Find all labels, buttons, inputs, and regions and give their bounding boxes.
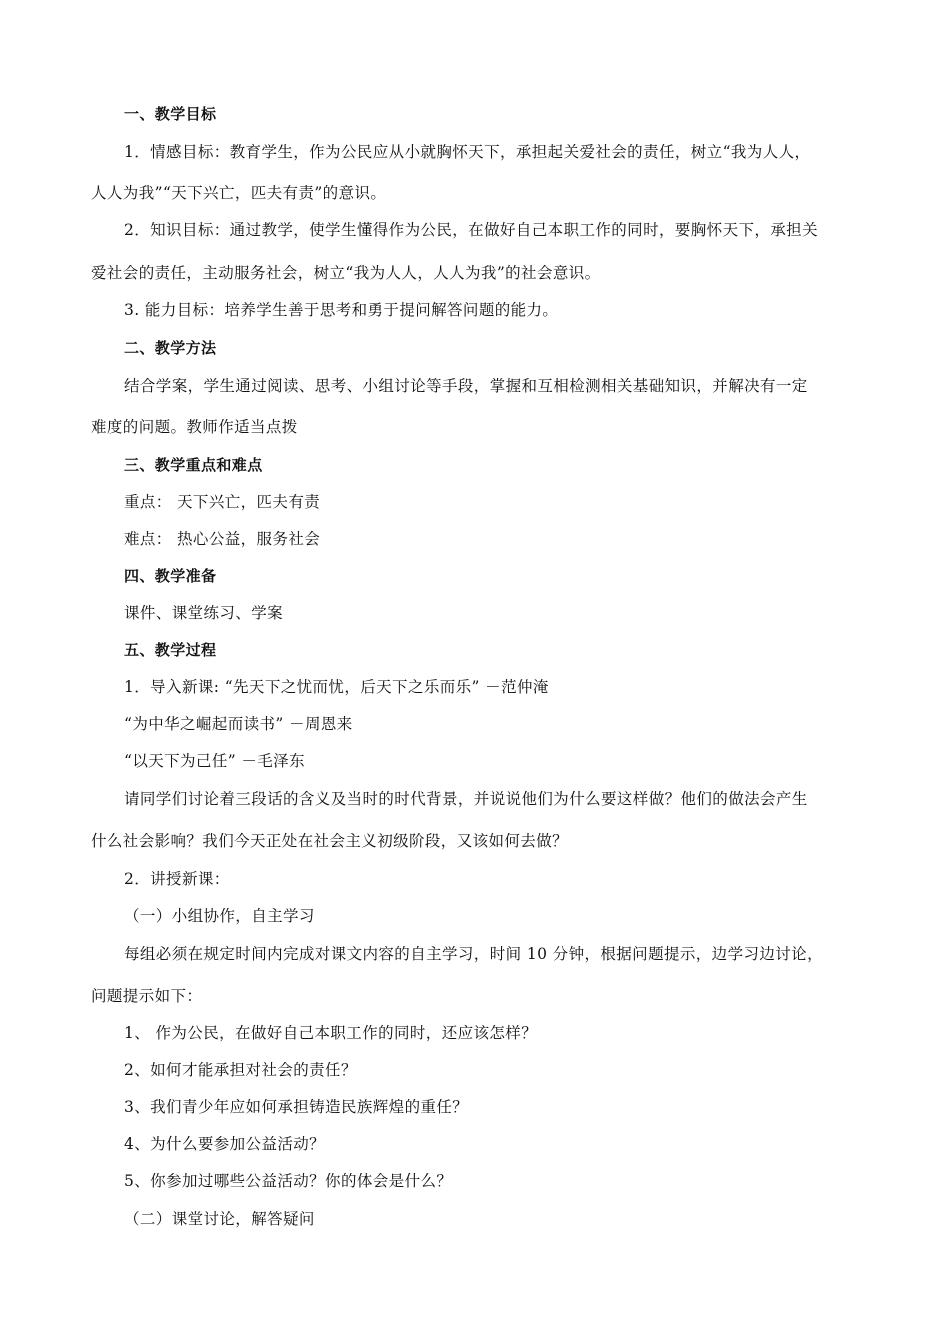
discuss-line1: 请同学们讨论着三段话的含义及当时的时代背景，并说说他们为什么要这样做？他们的做法会产生 <box>124 790 808 808</box>
task-line1: 每组必须在规定时间内完成对课文内容的自主学习，时间 10 分钟，根据问题提示，边学习边讨论， <box>124 945 823 963</box>
heading-key-difficult: 三、教学重点和难点 <box>124 456 263 474</box>
goal-emotion-line1: 1．情感目标：教育学生，作为公民应从小就胸怀天下，承担起关爱社会的责任，树立“我为人人， <box>124 143 811 161</box>
goal-knowledge-line2: 爱社会的责任，主动服务社会，树立“我为人人，人人为我”的社会意识。 <box>91 264 601 282</box>
goal-ability: 3. 能力目标：培养学生善于思考和勇于提问解答问题的能力。 <box>124 301 559 319</box>
heading-teaching-method: 二、教学方法 <box>124 339 217 357</box>
question-5: 5、你参加过哪些公益活动？你的体会是什么？ <box>124 1172 453 1190</box>
method-line1: 结合学案，学生通过阅读、思考、小组讨论等手段，掌握和互相检测相关基础知识，并解决有一定 <box>124 377 808 395</box>
method-line2: 难度的问题。教师作适当点拨 <box>91 418 298 436</box>
preparation-text: 课件、课堂练习、学案 <box>124 604 284 622</box>
task-line2: 问题提示如下： <box>91 987 203 1005</box>
teach-new-lesson: 2．讲授新课： <box>124 870 230 888</box>
question-4: 4、为什么要参加公益活动？ <box>124 1135 326 1153</box>
subheading-group-study: （一）小组协作，自主学习 <box>124 907 315 925</box>
quote-mao: “以天下为己任” －毛泽东 <box>124 752 305 770</box>
key-point: 重点： 天下兴亡，匹夫有责 <box>124 493 321 511</box>
goal-emotion-line2: 人人为我”“天下兴亡，匹夫有责”的意识。 <box>91 184 387 202</box>
quote-zhou: “为中华之崛起而读书” －周恩来 <box>124 715 353 733</box>
question-1: 1、 作为公民，在做好自己本职工作的同时，还应该怎样？ <box>124 1024 538 1042</box>
goal-knowledge-line1: 2．知识目标：通过教学，使学生懂得作为公民，在做好自己本职工作的同时，要胸怀天下，承担关 <box>124 221 818 239</box>
heading-teaching-process: 五、教学过程 <box>124 641 217 659</box>
discuss-line2: 什么社会影响？我们今天正处在社会主义初级阶段，又该如何去做？ <box>91 832 569 850</box>
question-2: 2、如何才能承担对社会的责任？ <box>124 1061 357 1079</box>
heading-preparation: 四、教学准备 <box>124 567 217 585</box>
difficult-point: 难点： 热心公益，服务社会 <box>124 530 321 548</box>
subheading-class-discussion: （二）课堂讨论，解答疑问 <box>124 1210 315 1228</box>
intro-quote-fan: 1．导入新课: “先天下之忧而忧，后天下之乐而乐” －范仲淹 <box>124 678 549 696</box>
heading-teaching-goals: 一、教学目标 <box>124 105 217 123</box>
question-3: 3、我们青少年应如何承担铸造民族辉煌的重任？ <box>124 1098 469 1116</box>
